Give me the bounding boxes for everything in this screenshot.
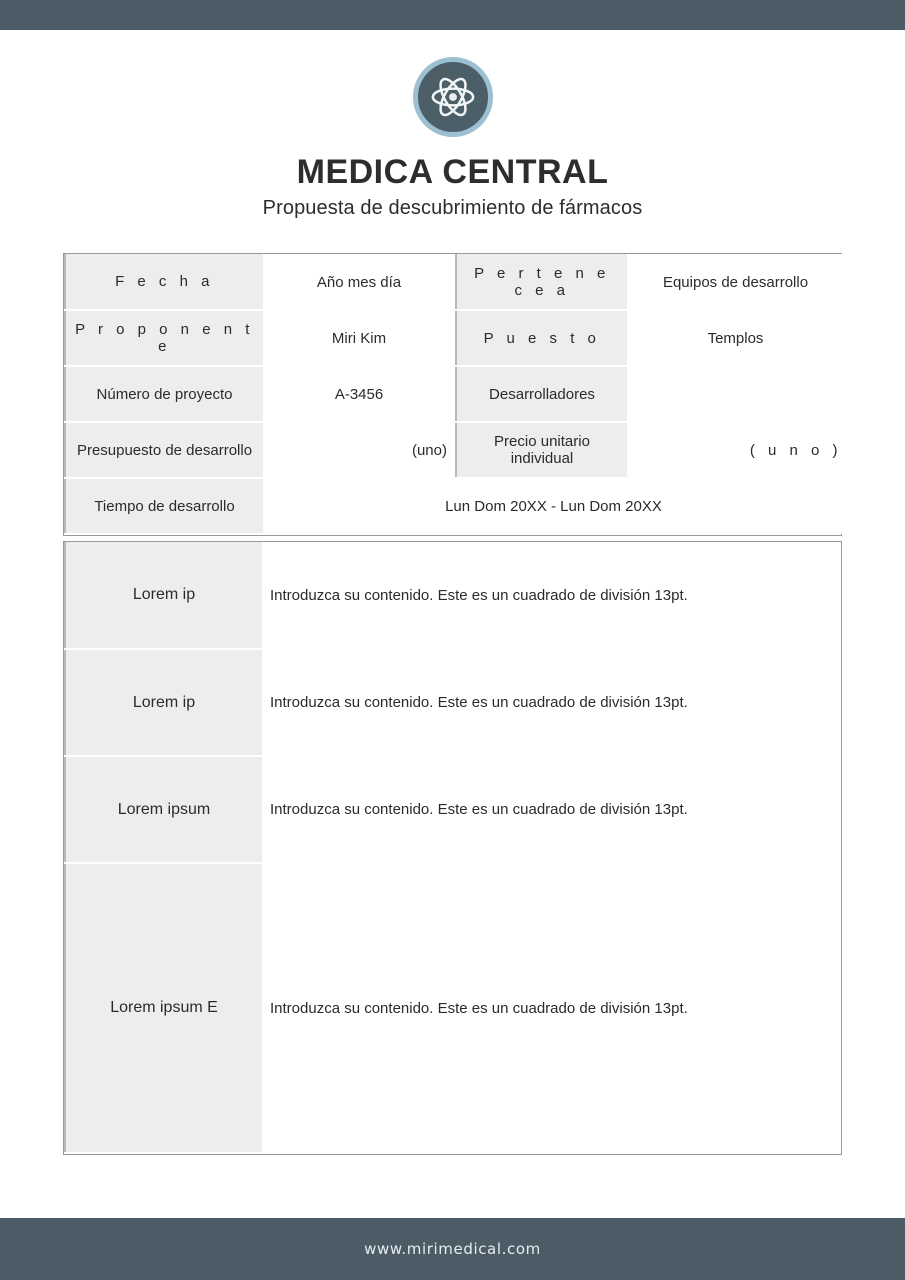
project-info-table (63, 253, 842, 536)
section-label-4: Lorem ipsum E (65, 863, 262, 1153)
footer-website-url[interactable]: www.mirimedical.com (364, 1240, 541, 1258)
field-value-pertenece-a[interactable]: Equipos de desarrollo (627, 254, 844, 310)
logo-container (0, 57, 905, 137)
list-item (65, 863, 840, 1153)
field-value-fecha[interactable]: Año mes día (263, 254, 456, 310)
table-row (65, 310, 844, 366)
field-value-puesto[interactable]: Templos (627, 310, 844, 366)
list-item (65, 542, 840, 649)
field-label-puesto: P u e s t o (456, 310, 627, 366)
field-label-tiempo-de-desarrollo: Tiempo de desarrollo (65, 478, 263, 534)
page-title: MEDICA CENTRAL (296, 153, 609, 191)
section-label-1: Lorem ip (65, 542, 262, 649)
top-accent-bar (0, 0, 905, 30)
field-label-proponente: P r o p o n e n t e (65, 310, 263, 366)
field-value-precio-unitario-individual[interactable]: ( u n o ) (627, 422, 844, 478)
field-label-fecha: F e c h a (65, 254, 263, 310)
section-body-3[interactable]: Introduzca su contenido. Este es un cuadrado de división 13pt. (262, 756, 840, 863)
field-label-presupuesto-de-desarrollo: Presupuesto de desarrollo (65, 422, 263, 478)
atom-icon (413, 57, 493, 137)
list-item (65, 756, 840, 863)
section-label-2: Lorem ip (65, 649, 262, 756)
field-value-proponente[interactable]: Miri Kim (263, 310, 456, 366)
section-label-3: Lorem ipsum (65, 756, 262, 863)
field-label-numero-de-proyecto: Número de proyecto (65, 366, 263, 422)
field-label-pertenece-a: P e r t e n e c e a (456, 254, 627, 310)
footer-bar (0, 1218, 905, 1280)
content-sections-table (63, 541, 842, 1155)
list-item (65, 649, 840, 756)
table-row (65, 254, 844, 310)
section-body-1[interactable]: Introduzca su contenido. Este es un cuadrado de división 13pt. (262, 542, 840, 649)
table-row (65, 422, 844, 478)
page-subtitle: Propuesta de descubrimiento de fármacos (262, 196, 643, 219)
section-body-4[interactable]: Introduzca su contenido. Este es un cuadrado de división 13pt. (262, 863, 840, 1153)
document-header (0, 30, 905, 220)
field-label-precio-unitario-individual: Precio unitario individual (456, 422, 627, 478)
table-row (65, 366, 844, 422)
field-value-presupuesto-de-desarrollo[interactable]: (uno) (263, 422, 456, 478)
field-value-numero-de-proyecto[interactable]: A-3456 (263, 366, 456, 422)
field-label-desarrolladores: Desarrolladores (456, 366, 627, 422)
field-value-tiempo-de-desarrollo[interactable]: Lun Dom 20XX - Lun Dom 20XX (263, 478, 844, 534)
field-value-desarrolladores[interactable] (627, 366, 844, 422)
table-row (65, 478, 844, 534)
section-body-2[interactable]: Introduzca su contenido. Este es un cuadrado de división 13pt. (262, 649, 840, 756)
